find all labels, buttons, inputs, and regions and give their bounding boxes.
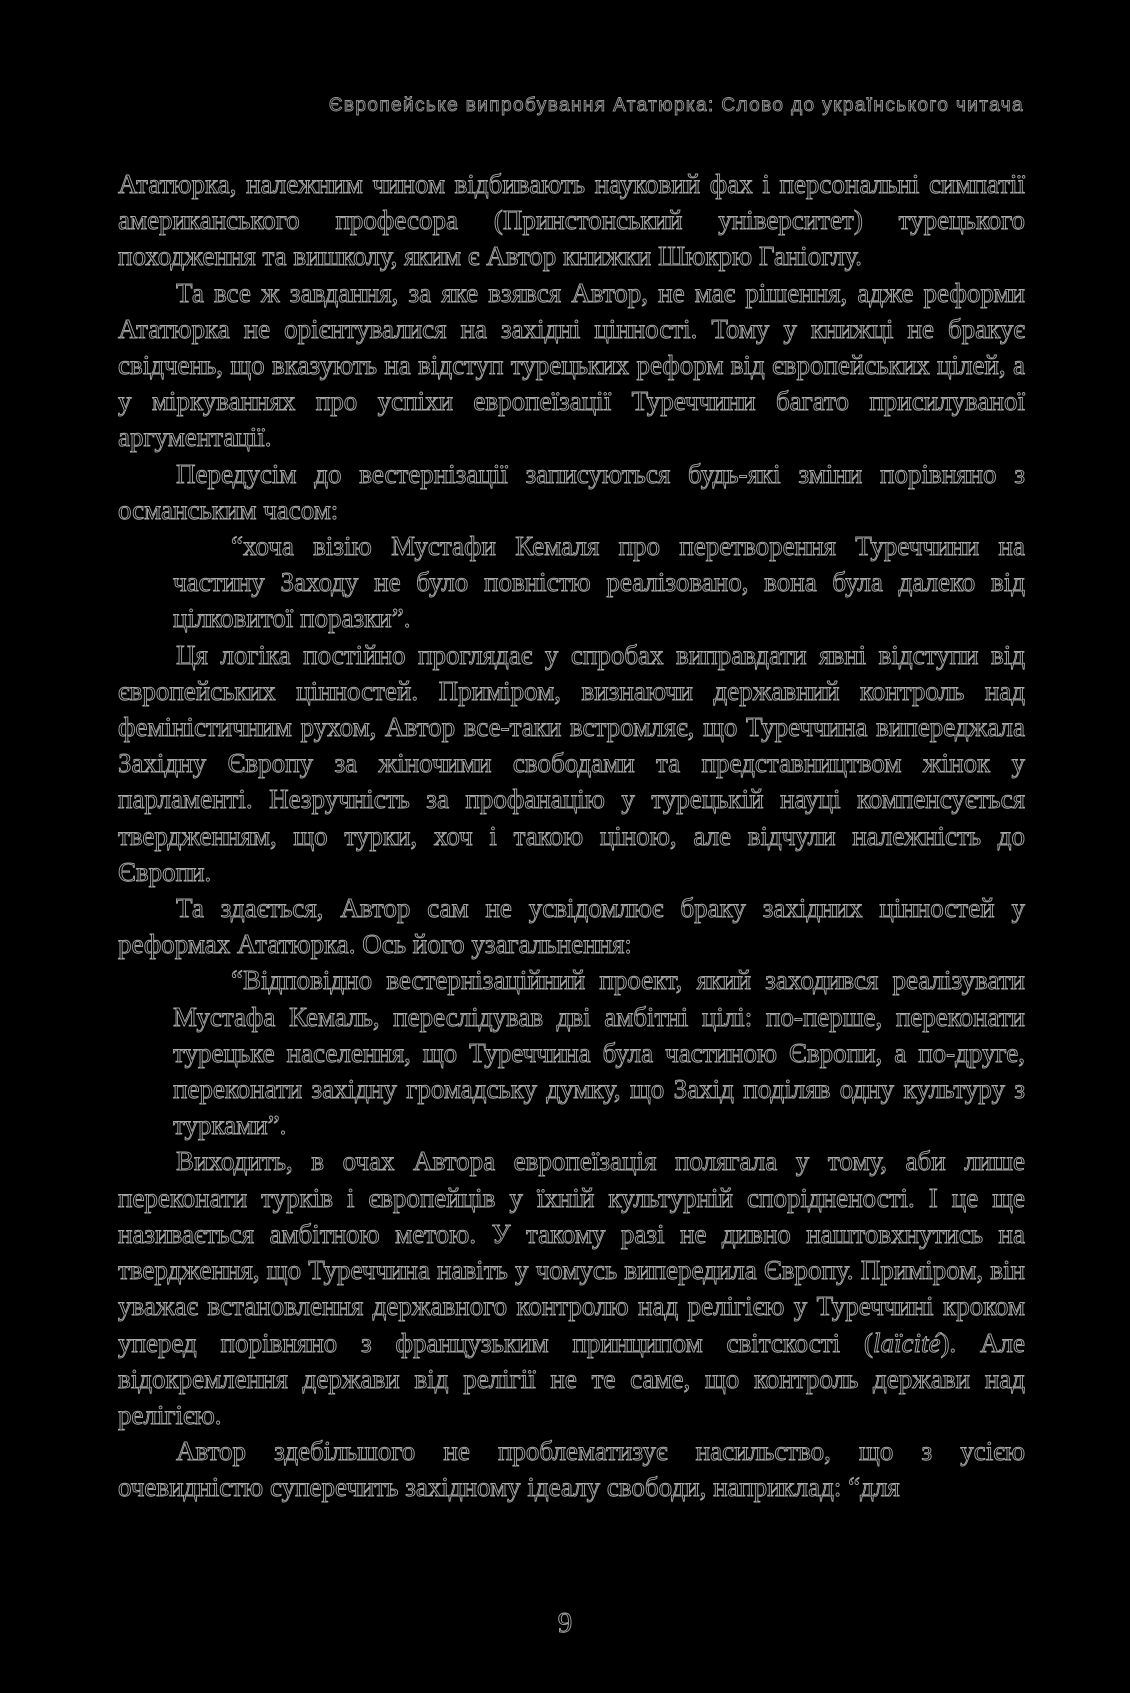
block-quote: “Відповідно вестернізаційний проект, який заходився реалізувати Мустафа Кемаль, переслідував дві амбітні цілі: по-перше, переконати турецьке населення, що Туреччина була частиною Європи, а по-друге, переконати західну громадську думку, що Захід поділяв одну культуру з турками”. xyxy=(173,965,1025,1141)
paragraph: Передусім до вестернізації записуються будь-які зміни порівняно з османським часом: xyxy=(118,458,1025,525)
body-text xyxy=(118,166,1025,1506)
paragraph xyxy=(118,1143,1025,1433)
italic-term: laïcité xyxy=(872,1327,941,1358)
paragraph: Ця логіка постійно проглядає у спробах виправдати явні відступи від європейських цінностей. Приміром, визнаючи державний контроль над феміністичним рухом, Автор все-таки встромляє, що Туреччина випереджала Західну Європу за жіночими свободами та представництвом жінок у парламенті. Незручність за профанацію у турецькій науці компенсується твердженням, що турки, хоч і такою ціною, але відчули належність до Європи. xyxy=(118,639,1025,887)
paragraph-text: ). Але відокремлення держави від релігії не те саме, що контроль держави над релігією. xyxy=(118,1327,1025,1430)
paragraph-text: Виходить, в очах Автора европеїзація полягала у тому, аби лише переконати турків і європейців у їхній культурній спорідненості. І це ще називається амбітною метою. У такому разі не дивно наштовхнутись на твердження, що Туреччина навіть у чомусь випередила Європу. Приміром, він уважає встановлення державного контролю над релігією у Туреччині кроком уперед порівняно з французьким принципом світскості ( xyxy=(118,1146,1025,1358)
page-number: 9 xyxy=(557,1607,573,1639)
block-quote: “хоча візію Мустафи Кемаля про перетворення Туреччини на частину Заходу не було повністю реалізовано, вона була далеко від цілковитої поразки”. xyxy=(173,531,1025,634)
paragraph: Та все ж завдання, за яке взявся Автор, не має рішення, адже реформи Ататюрка не орієнтувалися на західні цінності. Тому у книжці не бракує свідчень, що вказують на відступ турецьких реформ від європейських цілей, а у міркуваннях про успіхи европеїзації Туреччини багато присилуваної аргументації. xyxy=(118,277,1025,453)
paragraph: Ататюрка, належним чином відбивають науковий фах і персональні симпатії американського професора (Принстонський університет) турецького походження та вишколу, яким є Автор книжки Шюкрю Ганіоглу. xyxy=(118,169,1025,272)
running-header: Європейське випробування Ататюрка: Слово до українського читача xyxy=(328,95,1024,116)
paragraph: Та здається, Автор сам не усвідомлює браку західних цінностей у реформах Ататюрка. Ось його узагальнення: xyxy=(118,893,1025,960)
paragraph: Автор здебільшого не проблематизує насильство, що з усією очевидністю суперечить західному ідеалу свободи, наприклад: “для xyxy=(118,1436,1025,1503)
